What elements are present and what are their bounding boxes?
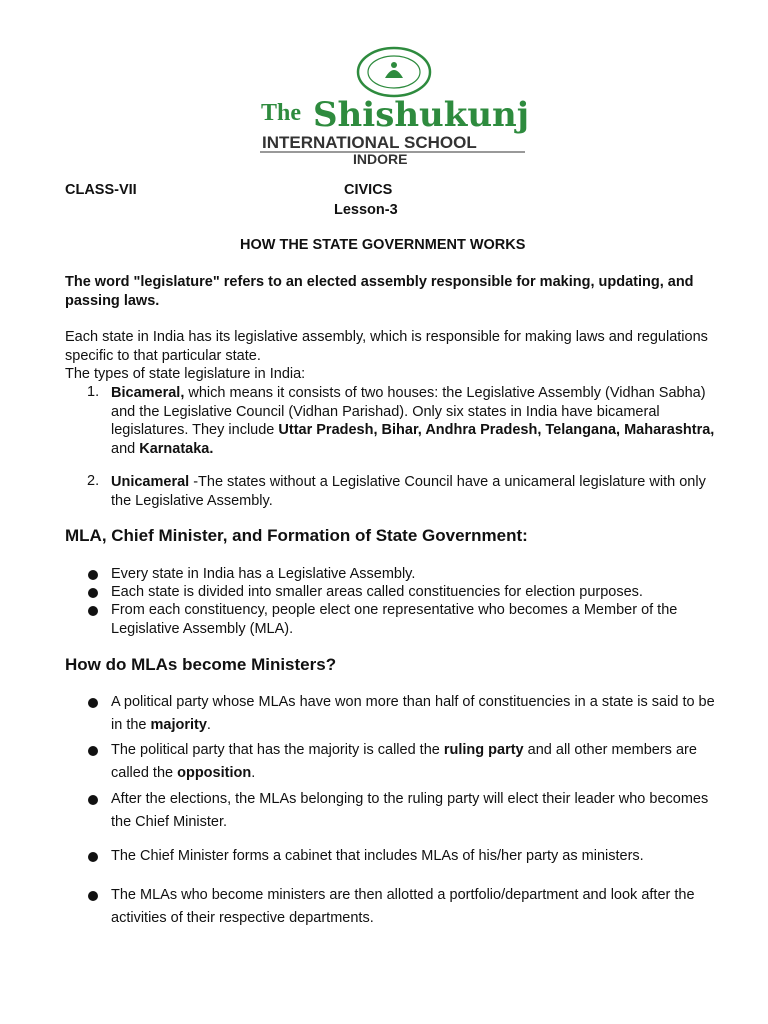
list-number: 2. — [87, 473, 100, 489]
list-item-ruling-party — [111, 739, 726, 784]
bicameral-description: which means it consists of two houses: the Legislative Assembly (Vidhan Sabha) and the Legislative Council (Vidhan Parishad). Only six states in India have bicameral legislatures. They include — [111, 385, 706, 438]
term-unicameral: Unicameral — [111, 474, 190, 490]
term-ruling-party: ruling party — [443, 742, 524, 758]
list-item-portfolio: The MLAs who become ministers are then allotted a portfolio/department and look after the activities of their respective departments. — [111, 887, 695, 926]
bullet-dot — [88, 698, 98, 708]
bullet-dot — [88, 588, 98, 598]
majority-text: A political party whose MLAs have won more than half of constituencies in a state is said to be in the — [111, 694, 715, 733]
term-majority: majority — [150, 716, 207, 733]
list-item-unicameral — [111, 473, 726, 510]
period: . — [206, 716, 211, 733]
unicameral-description: -The states without a Legislative Council have a unicameral legislature with only the Legislative Assembly. — [111, 474, 706, 509]
section-heading-mla: MLA, Chief Minister, and Formation of State Government: — [65, 526, 528, 545]
list-item-bicameral — [111, 384, 726, 458]
bullet-dot — [88, 852, 98, 862]
bullet-dot — [88, 606, 98, 616]
brand-the: The — [261, 100, 302, 126]
bullet-dot — [88, 570, 98, 580]
list-item: Each state is divided into smaller areas called constituencies for election purposes. — [111, 584, 643, 600]
ruling-mid: and all other members are called the — [111, 742, 697, 781]
page-title: HOW THE STATE GOVERNMENT WORKS — [240, 237, 526, 253]
lesson-label: Lesson-3 — [334, 202, 398, 218]
list-item-majority — [111, 691, 726, 736]
class-label: CLASS-VII — [65, 182, 137, 198]
list-item: Every state in India has a Legislative Assembly. — [111, 566, 416, 582]
bullet-dot — [88, 891, 98, 901]
list-item-cabinet: The Chief Minister forms a cabinet that includes MLAs of his/her party as ministers. — [111, 848, 644, 864]
and-word: and — [111, 440, 140, 457]
subject-label: CIVICS — [344, 182, 393, 198]
school-city: INDORE — [353, 151, 408, 166]
period: . — [251, 764, 256, 781]
intro-paragraph: Each state in India has its legislative assembly, which is responsible for making laws and regulations specific to that particular state. — [65, 329, 708, 364]
term-opposition: opposition — [177, 764, 252, 781]
bullet-dot — [88, 795, 98, 805]
list-number: 1. — [87, 384, 100, 400]
school-logo — [255, 44, 530, 166]
list-item: From each constituency, people elect one representative who becomes a Member of the Legislative Assembly (MLA). — [111, 602, 678, 637]
bicameral-states: Uttar Pradesh, Bihar, Andhra Pradesh, Telangana, Maharashtra, — [278, 422, 715, 438]
school-subtitle: INTERNATIONAL SCHOOL — [262, 133, 477, 152]
school-seal — [358, 48, 430, 96]
section-heading-ministers: How do MLAs become Ministers? — [65, 655, 337, 674]
types-intro: The types of state legislature in India: — [65, 366, 306, 382]
brand-name: Shishukunj — [313, 95, 530, 135]
list-item-chief-minister: After the elections, the MLAs belonging to the ruling party will elect their leader who becomes the Chief Minister. — [111, 791, 709, 830]
term-bicameral: Bicameral, — [111, 385, 185, 401]
last-state: Karnataka. — [139, 440, 214, 457]
bullet-dot — [88, 746, 98, 756]
ruling-text: The political party that has the majority is called the — [111, 742, 444, 758]
legislature-definition: The word "legislature" refers to an elected assembly responsible for making, updating, and passing laws. — [65, 274, 694, 309]
